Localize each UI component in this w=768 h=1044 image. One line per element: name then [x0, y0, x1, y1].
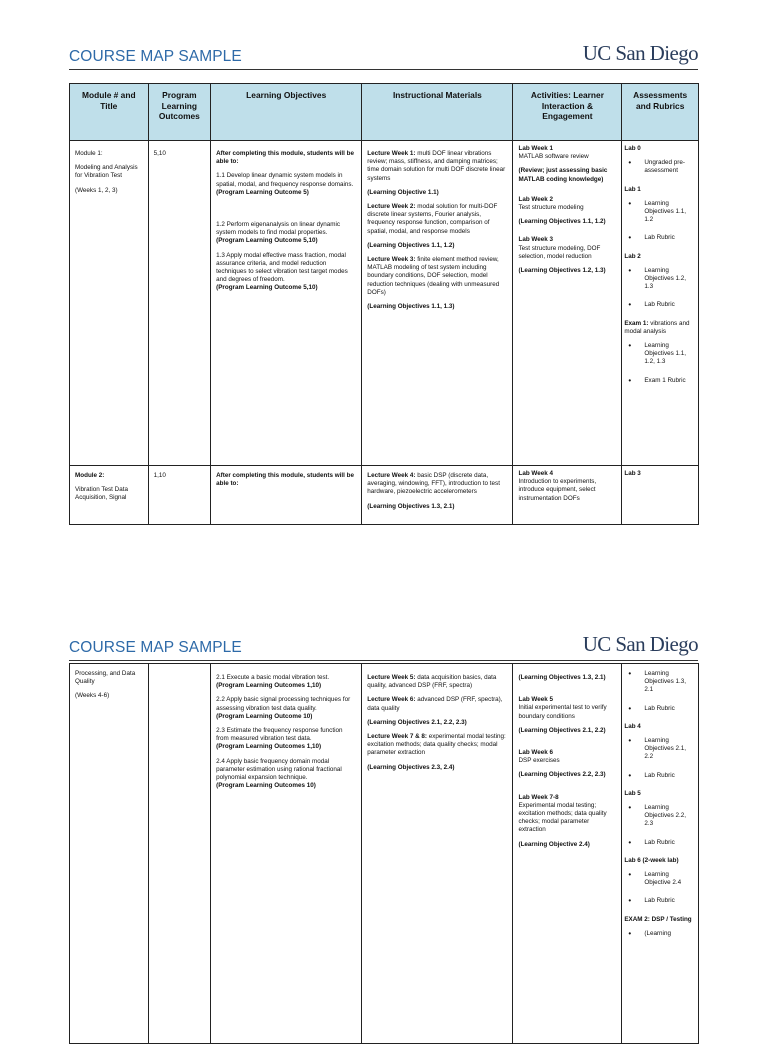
lab-week-label: Lab Week 1	[518, 145, 554, 152]
objective-tag: (Program Learning Outcome 5,10)	[216, 284, 318, 292]
column-header: Instructional Materials	[362, 84, 513, 141]
lab-week-text: MATLAB software review	[518, 153, 589, 161]
assessment-item: • Learning Objective 2.4	[624, 871, 693, 887]
lecture-label: Lecture Week 4:	[367, 472, 416, 479]
outcomes-cell	[148, 664, 210, 1044]
page-header	[69, 632, 698, 661]
lab-week-tag: (Learning Objectives 1.3, 2.1)	[518, 674, 606, 681]
objective: 1.1 Develop linear dynamic system models in spatial, modal, and frequency response domains.	[216, 172, 354, 188]
objectives-intro: After completing this module, students will be able to:	[211, 466, 362, 525]
lab-week-tag: (Learning Objectives 2.1, 2.2)	[518, 726, 606, 734]
page-header	[69, 41, 698, 70]
objective: 2.3 Estimate the frequency response function from measured vibration test data.	[216, 727, 343, 743]
exam-label: EXAM 2: DSP / Testing	[624, 915, 692, 923]
lab-week-text: Test structure modeling	[518, 204, 584, 212]
lecture-label: Lecture Week 5:	[367, 674, 416, 681]
course-map-table-continued	[69, 663, 699, 1044]
lab-week-tag: (Learning Objectives 1.2, 1.3)	[518, 267, 606, 275]
table-header-row	[70, 84, 699, 141]
lecture-tag: (Learning Objectives 1.3, 2.1)	[367, 502, 455, 510]
module-label: Module 2:	[75, 472, 105, 479]
table-row	[70, 466, 699, 525]
objective: 2.1 Execute a basic modal vibration test.	[216, 674, 330, 681]
module-title: Processing, and Data Quality	[75, 670, 136, 686]
lab-week-tag: (Learning Objectives 1.1, 1.2)	[518, 218, 606, 226]
assessment-item: • Learning Objectives 2.1, 2.2	[624, 737, 693, 762]
column-header: Program Learning Outcomes	[148, 84, 210, 141]
objective: 2.4 Apply basic frequency domain modal parameter estimation using rational fractional polynomial expansion technique.	[216, 757, 342, 782]
objective: 1.2 Perform eigenanalysis on linear dynamic system models to find modal properties.	[216, 221, 341, 237]
outcomes-cell: 1,10	[148, 466, 210, 525]
assessment-item: • Lab Rubric	[624, 705, 693, 713]
assessment-item: • Ungraded pre-assessment	[624, 159, 693, 175]
objective-tag: (Program Learning Outcomes 1,10)	[216, 743, 322, 751]
assessment-item: • Lab Rubric	[624, 301, 693, 309]
module-label: Module 1:	[75, 150, 103, 157]
assessment-item: • Lab Rubric	[624, 772, 693, 780]
lab-week-label: Lab Week 4	[518, 470, 554, 477]
uc-san-diego-logo: UC San Diego	[582, 632, 698, 656]
lecture-text: experimental modal testing: excitation methods; data quality checks; modal parameter extraction	[367, 733, 506, 757]
exam-text: vibrations and modal analysis	[624, 319, 690, 335]
lecture-tag: (Learning Objective 1.1)	[367, 188, 439, 196]
module-weeks: (Weeks 4-6)	[75, 692, 110, 700]
lab-label: Lab 1	[624, 185, 641, 193]
page-title: COURSE MAP SAMPLE	[69, 48, 242, 65]
lab-week-text: DSP exercises	[518, 757, 560, 765]
page-title: COURSE MAP SAMPLE	[69, 639, 242, 656]
exam-label: Exam 1:	[624, 319, 649, 327]
activities-cell	[513, 466, 622, 525]
module-title: Modeling and Analysis for Vibration Test	[75, 164, 138, 180]
lab-label: Lab 6 (2-week lab)	[624, 856, 679, 864]
lab-week-label: Lab Week 6	[518, 749, 554, 757]
lecture-text: data acquisition basics, data quality, advanced DSP (FRF, spectra)	[367, 674, 497, 690]
assessment-item: • Learning Objectives 1.1, 1.2, 1.3	[624, 342, 693, 367]
lab-week-text: Test structure modeling, DOF selection, model reduction	[518, 244, 601, 260]
lab-week-label: Lab Week 7-8	[518, 793, 559, 801]
lecture-tag: (Learning Objectives 2.1, 2.2, 2.3)	[367, 718, 467, 726]
module-title: Vibration Test Data Acquisition, Signal	[75, 486, 128, 502]
assessment-item: • Learning Objectives 2.2, 2.3	[624, 804, 693, 829]
materials-cell	[362, 664, 513, 1044]
lecture-tag: (Learning Objectives 2.3, 2.4)	[367, 763, 455, 771]
objectives-cell	[211, 141, 362, 466]
activities-cell	[513, 664, 622, 1044]
objectives-cell	[211, 664, 362, 1044]
materials-cell	[362, 466, 513, 525]
objective: 1.3 Apply modal effective mass fraction, modal assurance criteria, and model reduction techniques to select vibration test target modes and degrees of freedom.	[216, 251, 348, 284]
assessment-item: • Lab Rubric	[624, 234, 693, 242]
lab-week-text: Experimental modal testing; excitation methods; data quality checks; modal parameter extraction	[518, 801, 607, 834]
lab-label: Lab 2	[624, 252, 641, 260]
assessments-cell	[622, 141, 699, 466]
lecture-tag: (Learning Objectives 1.1, 1.3)	[367, 303, 455, 311]
objectives-intro: After completing this module, students will be able to:	[216, 150, 354, 166]
table-row	[70, 664, 699, 1044]
uc-san-diego-logo: UC San Diego	[582, 41, 698, 65]
module-cell	[70, 141, 149, 466]
lecture-text: finite element method review, MATLAB modeling of test system including boundary conditions, DOF selection, model reduction techniques (dealing with unmeasured DOFs)	[367, 256, 500, 296]
lab-week-label: Lab Week 3	[518, 236, 554, 244]
objective-tag: (Program Learning Outcome 10)	[216, 712, 313, 720]
lab-label: Lab 0	[624, 145, 641, 152]
lab-week-label: Lab Week 5	[518, 696, 554, 704]
assessment-item: • Lab Rubric	[624, 897, 693, 905]
lab-week-tag: (Learning Objectives 2.2, 2.3)	[518, 771, 606, 779]
outcomes-cell: 5,10	[148, 141, 210, 466]
assessments-cell	[622, 664, 699, 1044]
assessments-cell: Lab 3	[622, 466, 699, 525]
activities-cell	[513, 141, 622, 466]
module-cell	[70, 664, 149, 1044]
lecture-text: basic DSP (discrete data, averaging, windowing, FFT), introduction to test hardware, piezoelectric accelerometers	[367, 472, 500, 496]
lecture-text: multi DOF linear vibrations review; mass, stiffness, and damping matrices; time domain solution for multi DOF discrete linear systems	[367, 150, 506, 182]
objective-tag: (Program Learning Outcome 5)	[216, 188, 309, 196]
lecture-label: Lecture Week 3:	[367, 256, 416, 264]
assessment-item: • Learning Objectives 1.2, 1.3	[624, 267, 693, 292]
course-map-table	[69, 83, 699, 525]
assessment-item: • Learning Objectives 1.1, 1.2	[624, 200, 693, 225]
lab-week-tag: (Review; just assessing basic MATLAB coding knowledge)	[518, 167, 608, 183]
objective-tag: (Program Learning Outcomes 10)	[216, 782, 316, 790]
objective: 2.2 Apply basic signal processing techniques for assessing vibration test data quality.	[216, 696, 351, 712]
lab-label: Lab 5	[624, 789, 641, 797]
lecture-label: Lecture Week 1:	[367, 150, 416, 157]
assessment-item: • (Learning	[624, 930, 693, 938]
lab-week-label: Lab Week 2	[518, 195, 554, 203]
lab-label: Lab 4	[624, 722, 641, 730]
column-header: Module # and Title	[70, 84, 149, 141]
module-weeks: (Weeks 1, 2, 3)	[75, 186, 118, 194]
assessment-item: • Learning Objectives 1.3, 2.1	[624, 670, 693, 695]
lecture-text: advanced DSP (FRF, spectra), data quality	[367, 696, 503, 712]
lecture-label: Lecture Week 7 & 8:	[367, 733, 428, 741]
assessment-item: • Lab Rubric	[624, 839, 693, 847]
lecture-label: Lecture Week 6:	[367, 696, 416, 704]
table-row	[70, 141, 699, 466]
lecture-tag: (Learning Objectives 1.1, 1.2)	[367, 241, 455, 249]
materials-cell	[362, 141, 513, 466]
lab-week-tag: (Learning Objective 2.4)	[518, 840, 590, 848]
lecture-text: modal solution for multi-DOF discrete linear systems, Fourier analysis, frequency response function, comparison of spatial, modal, and response models	[367, 203, 498, 235]
lab-week-text: Introduction to experiments, introduce equipment, select instrumentation DOFs	[518, 478, 597, 502]
lab-week-text: Initial experimental test to verify boundary conditions	[518, 704, 607, 720]
column-header: Activities: Learner Interaction & Engagement	[513, 84, 622, 141]
module-cell	[70, 466, 149, 525]
objective-tag: (Program Learning Outcome 5,10)	[216, 237, 318, 245]
column-header: Assessments and Rubrics	[622, 84, 699, 141]
column-header: Learning Objectives	[211, 84, 362, 141]
assessment-item: • Exam 1 Rubric	[624, 377, 693, 385]
lecture-label: Lecture Week 2:	[367, 203, 416, 211]
objective-tag: (Program Learning Outcomes 1,10)	[216, 682, 322, 690]
